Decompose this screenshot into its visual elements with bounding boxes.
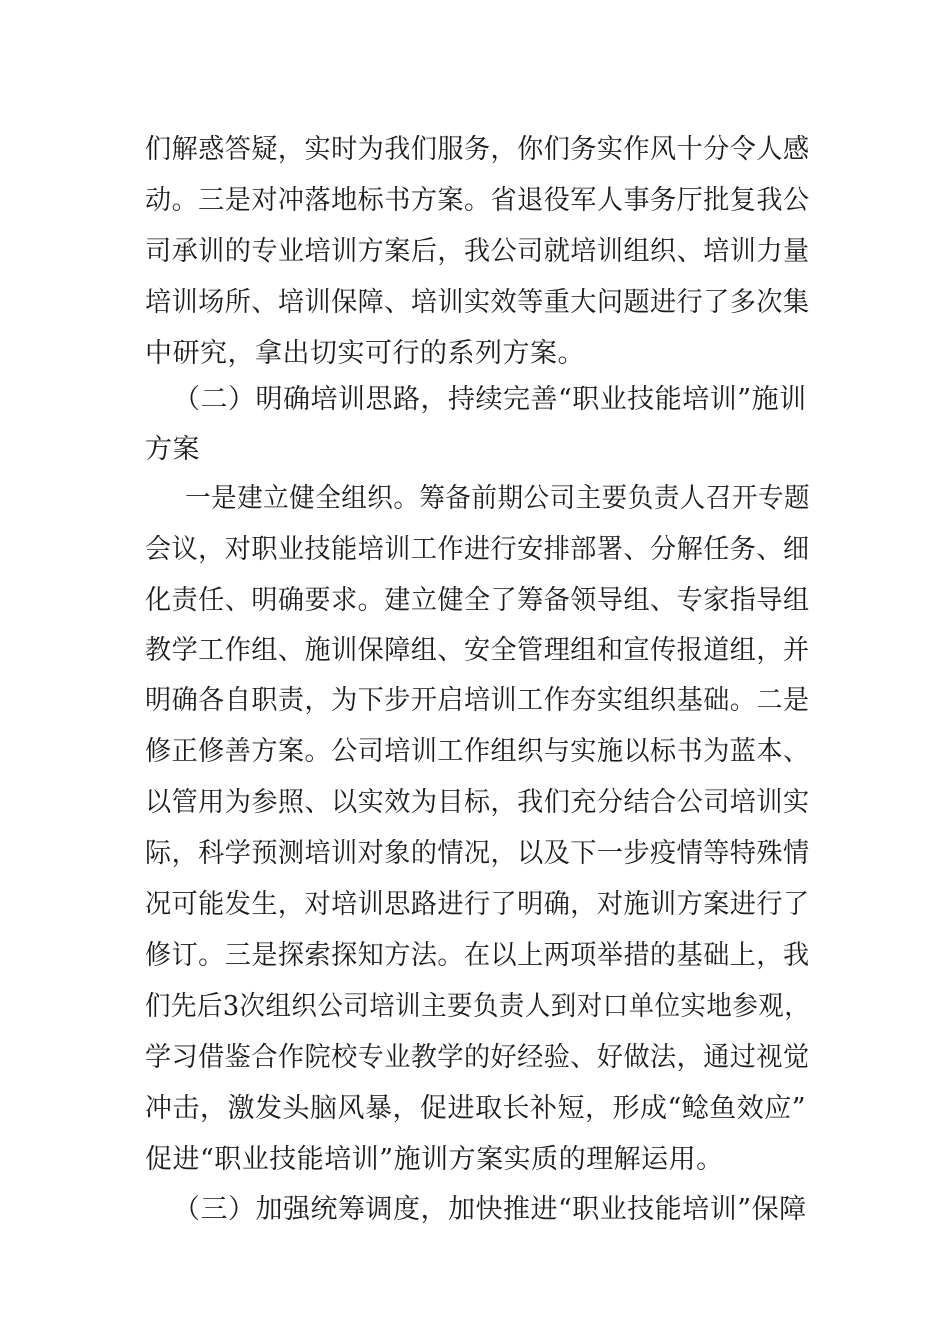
text-line [0, 124, 950, 176]
text-line [0, 277, 950, 329]
section-heading-2 [0, 374, 950, 426]
text-line-content: 一是建立健全组织。筹备前期公司主要负责人召开专题 [185, 483, 811, 514]
text-line [0, 1083, 950, 1135]
text-line-content: 冲击，激发头脑风暴，促进取长补短，形成“鲶鱼效应” [145, 1093, 807, 1124]
text-line-content: 明确各自职责，为下步开启培训工作夯实组织基础。二是 [145, 685, 810, 716]
text-line [0, 625, 950, 677]
text-line [0, 575, 950, 627]
text-line [0, 1032, 950, 1084]
text-line-content: 化责任、明确要求。建立健全了筹备领导组、专家指导组 [145, 585, 810, 616]
text-line [0, 981, 950, 1033]
section-heading-2-continued [0, 424, 950, 476]
text-line-content: 修订。三是探索探知方法。在以上两项举措的基础上，我 [145, 940, 810, 971]
text-line-content: 们解惑答疑，实时为我们服务，你们务实作风十分令人感 [145, 134, 810, 165]
text-line [0, 226, 950, 278]
text-line [0, 930, 950, 982]
text-line-content: 动。三是对冲落地标书方案。省退役军人事务厅批复我公 [145, 185, 810, 216]
text-line-content: 际，科学预测培训对象的情况，以及下一步疫情等特殊情 [145, 838, 810, 869]
text-line [0, 1134, 950, 1186]
text-line-content: 们先后3次组织公司培训主要负责人到对口单位实地参观， [145, 991, 811, 1022]
section-heading-3 [0, 1184, 950, 1236]
text-line [0, 828, 950, 880]
text-line-content: 司承训的专业培训方案后，我公司就培训组织、培训力量 [145, 236, 810, 267]
text-line-content: 培训场所、培训保障、培训实效等重大问题进行了多次集 [145, 287, 810, 318]
text-line-content: 学习借鉴合作院校专业教学的好经验、好做法，通过视觉 [145, 1042, 810, 1073]
text-line [0, 879, 950, 931]
text-line-content: 修正修善方案。公司培训工作组织与实施以标书为蓝本、 [145, 736, 810, 767]
text-line-content: 中研究，拿出切实可行的系列方案。 [145, 338, 585, 369]
text-line-content: 以管用为参照、以实效为目标，我们充分结合公司培训实 [145, 787, 810, 818]
text-line [0, 473, 950, 525]
section-heading-text: 方案 [145, 434, 200, 465]
text-line [0, 328, 950, 380]
text-line [0, 726, 950, 778]
text-line [0, 777, 950, 829]
section-heading-text: （三）加强统筹调度，加快推进“职业技能培训”保障 [173, 1194, 807, 1225]
text-line-content: 教学工作组、施训保障组、安全管理组和宣传报道组，并 [145, 635, 810, 666]
text-line [0, 524, 950, 576]
text-line-content: 况可能发生，对培训思路进行了明确，对施训方案进行了 [145, 889, 810, 920]
text-line [0, 175, 950, 227]
text-line-content: 促进“职业技能培训”施训方案实质的理解运用。 [145, 1144, 724, 1175]
section-heading-text: （二）明确培训思路，持续完善“职业技能培训”施训 [173, 384, 807, 415]
text-line [0, 675, 950, 727]
text-line-content: 会议，对职业技能培训工作进行安排部署、分解任务、细 [145, 534, 810, 565]
